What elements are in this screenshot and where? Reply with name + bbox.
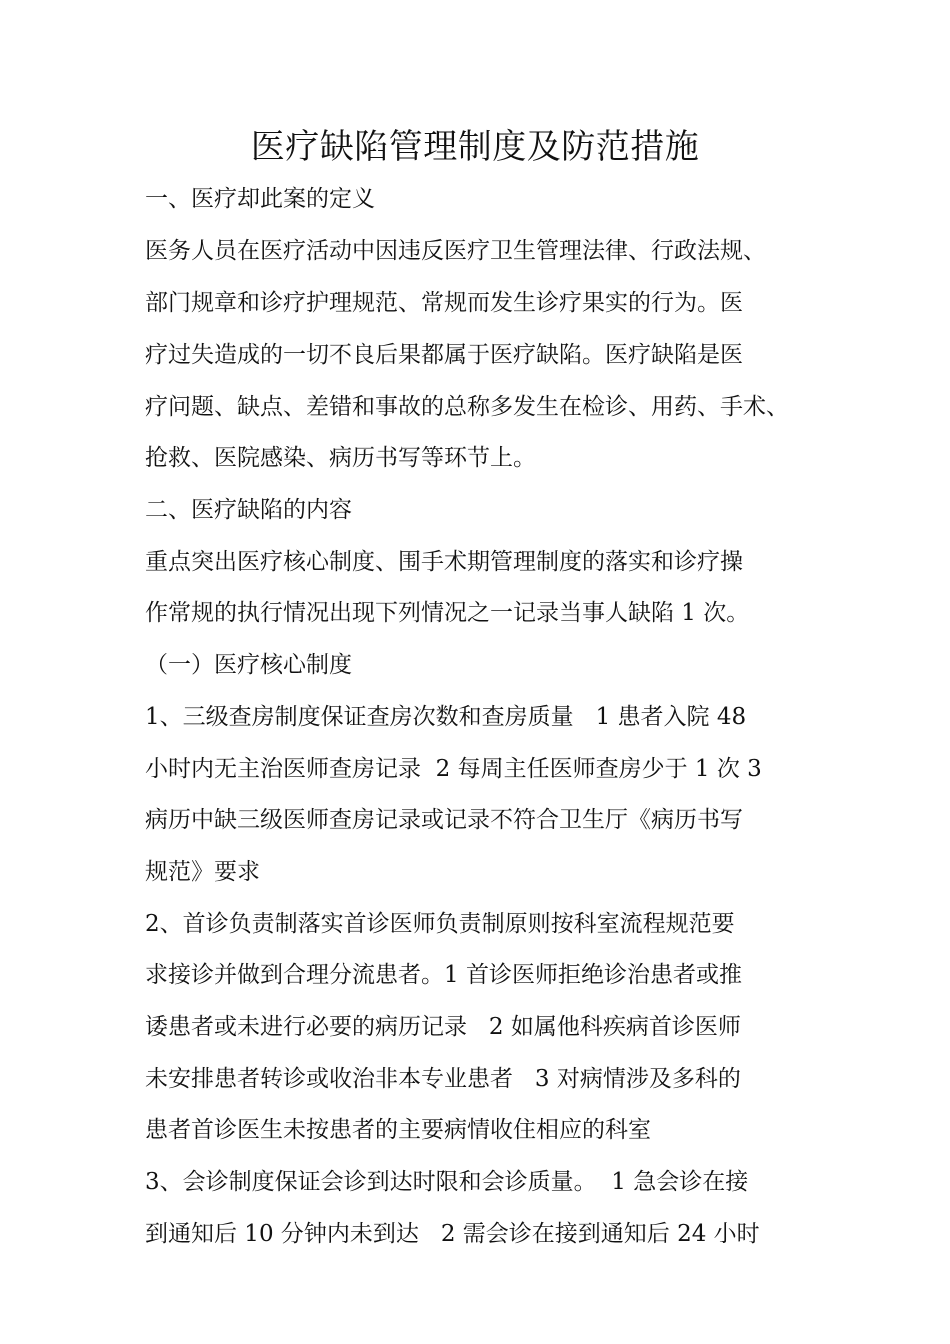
paragraph-line: 诿患者或未进行必要的病历记录 2 如属他科疾病首诊医师 [145, 1014, 741, 1040]
paragraph-line: 抢救、医院感染、病历书写等环节上。 [145, 445, 536, 471]
paragraph-line: 求接诊并做到合理分流患者。1 首诊医师拒绝诊治患者或推 [145, 962, 742, 988]
paragraph-line: 2、首诊负责制落实首诊医师负责制原则按科室流程规范要 [145, 911, 735, 937]
paragraph-line: 疗问题、缺点、差错和事故的总称多发生在检诊、用药、手术、 [145, 394, 789, 420]
paragraph-line: 病历中缺三级医师查房记录或记录不符合卫生厅《病历书写 [145, 807, 743, 833]
paragraph-line: 作常规的执行情况出现下列情况之一记录当事人缺陷 1 次。 [145, 600, 750, 626]
paragraph-line: 重点突出医疗核心制度、围手术期管理制度的落实和诊疗操 [145, 549, 743, 575]
paragraph-line: 规范》要求 [145, 859, 260, 885]
section-heading-content: 二、医疗缺陷的内容 [145, 497, 352, 523]
paragraph-line: 医务人员在医疗活动中因违反医疗卫生管理法律、行政法规、 [145, 238, 766, 264]
paragraph-line: 小时内无主治医师查房记录 2 每周主任医师查房少于 1 次 3 [145, 756, 762, 782]
paragraph-line: 疗过失造成的一切不良后果都属于医疗缺陷。医疗缺陷是医 [145, 342, 743, 368]
paragraph-line: 患者首诊医生未按患者的主要病情收住相应的科室 [145, 1117, 651, 1143]
paragraph-line: 部门规章和诊疗护理规范、常规而发生诊疗果实的行为。医 [145, 290, 743, 316]
document-title: 医疗缺陷管理制度及防范措施 [250, 127, 700, 167]
paragraph-line: 未安排患者转诊或收治非本专业患者 3 对病情涉及多科的 [145, 1066, 741, 1092]
paragraph-line: 到通知后 10 分钟内未到达 2 需会诊在接到通知后 24 小时 [145, 1221, 760, 1247]
section-heading-definition: 一、医疗却此案的定义 [145, 186, 375, 212]
subsection-heading-core-system: （一）医疗核心制度 [145, 652, 352, 678]
paragraph-line: 1、三级查房制度保证查房次数和查房质量 1 患者入院 48 [145, 704, 747, 730]
paragraph-line: 3、会诊制度保证会诊到达时限和会诊质量。 1 急会诊在接 [145, 1169, 749, 1195]
